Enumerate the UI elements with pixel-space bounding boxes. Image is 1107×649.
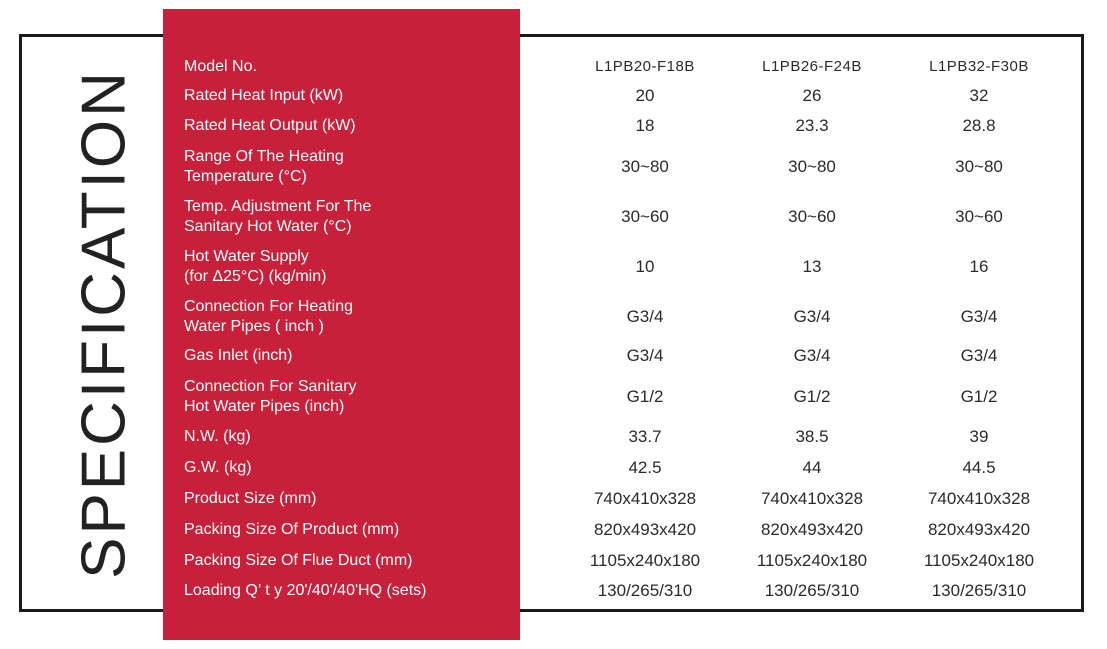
row-value-2: 740x410x328 [760,489,864,508]
row-label [184,458,504,478]
row-label-line: Sanitary Hot Water (°C) [184,218,352,235]
row-value-2: 30~60 [788,207,836,226]
row-value-1: 130/265/310 [597,581,693,600]
table-row [0,197,1107,237]
table-row [0,86,1107,106]
header-label: Model No. [184,58,257,75]
row-value-2: 820x493x420 [760,520,864,539]
row-value-2: 44 [802,458,822,477]
row-value-3: G3/4 [960,307,998,326]
row-label-line: Temperature (°C) [184,168,307,185]
row-value-1: 33.7 [628,427,662,446]
row-label-line: Rated Heat Output (kW) [184,117,356,134]
row-value-2: 130/265/310 [764,581,860,600]
row-label-line: Gas Inlet (inch) [184,347,293,364]
row-value-1: 30~80 [621,157,669,176]
table-row [0,458,1107,478]
row-value-2: 26 [802,86,822,105]
row-value-2: G3/4 [793,307,831,326]
row-value-2: 38.5 [795,427,829,446]
row-value-1: 30~60 [621,207,669,226]
row-value-1: 740x410x328 [593,489,697,508]
row-label [184,551,504,571]
row-value-2: 23.3 [795,116,829,135]
row-label-line: Temp. Adjustment For The [184,198,372,215]
row-value-1: G1/2 [626,387,664,406]
row-value-3: 130/265/310 [931,581,1027,600]
row-value-1: 20 [635,86,655,105]
row-value-2: 30~80 [788,157,836,176]
row-label-line: Connection For Sanitary [184,378,357,395]
table-row [0,427,1107,447]
row-value-3: 32 [969,86,989,105]
row-value-2: 13 [802,257,822,276]
table-row [0,489,1107,509]
table-row [0,147,1107,187]
row-label [184,520,504,540]
row-label [184,427,504,447]
row-label-line: Hot Water Pipes (inch) [184,398,345,415]
row-label [184,147,504,187]
model-2: L1PB26-F24B [762,58,862,75]
row-value-2: G3/4 [793,346,831,365]
row-value-2: 1105x240x180 [756,551,868,570]
table-row [0,247,1107,287]
row-value-1: 820x493x420 [593,520,697,539]
row-value-1: G3/4 [626,346,664,365]
row-value-1: G3/4 [626,307,664,326]
table-row [0,581,1107,601]
model-3: L1PB32-F30B [929,58,1029,75]
row-label-line: Range Of The Heating [184,148,344,165]
row-label-line: Hot Water Supply [184,248,309,265]
row-value-3: 16 [969,257,989,276]
row-value-2: G1/2 [793,387,831,406]
row-value-1: 10 [635,257,655,276]
row-label-line: Rated Heat Input (kW) [184,87,344,104]
row-value-3: G3/4 [960,346,998,365]
table-row [0,551,1107,571]
row-value-3: 740x410x328 [927,489,1031,508]
table-row [0,377,1107,417]
model-1: L1PB20-F18B [595,58,695,75]
row-value-3: 30~60 [955,207,1003,226]
row-label [184,346,504,366]
row-label-line: N.W. (kg) [184,428,251,445]
row-value-3: 44.5 [962,458,996,477]
row-label-line: Connection For Heating [184,298,353,315]
row-value-3: G1/2 [960,387,998,406]
row-label [184,197,504,237]
row-label-line: Product Size (mm) [184,490,317,507]
row-label [184,377,504,417]
row-label [184,247,504,287]
row-value-3: 28.8 [962,116,996,135]
table-row [0,520,1107,540]
row-value-3: 39 [969,427,989,446]
row-label [184,581,504,601]
row-value-3: 1105x240x180 [923,551,1035,570]
table-row [0,297,1107,337]
row-value-3: 30~80 [955,157,1003,176]
row-label [184,116,504,136]
row-value-3: 820x493x420 [927,520,1031,539]
row-label [184,86,504,106]
row-label-line: Packing Size Of Flue Duct (mm) [184,552,413,569]
title-text: SPECIFICATION [69,69,139,579]
row-label-line: Water Pipes ( inch ) [184,318,324,335]
row-value-1: 42.5 [628,458,662,477]
table-row [0,346,1107,366]
row-label-line: Packing Size Of Product (mm) [184,521,400,538]
row-value-1: 18 [635,116,655,135]
row-label [184,489,504,509]
row-label [184,297,504,337]
row-label-line: G.W. (kg) [184,459,252,476]
header-row [0,57,1107,77]
row-label-line: Loading Q’ t y 20'/40'/40'HQ (sets) [184,582,427,599]
row-label-line: (for Δ25°C) (kg/min) [184,268,327,285]
row-value-1: 1105x240x180 [589,551,701,570]
table-row [0,116,1107,136]
